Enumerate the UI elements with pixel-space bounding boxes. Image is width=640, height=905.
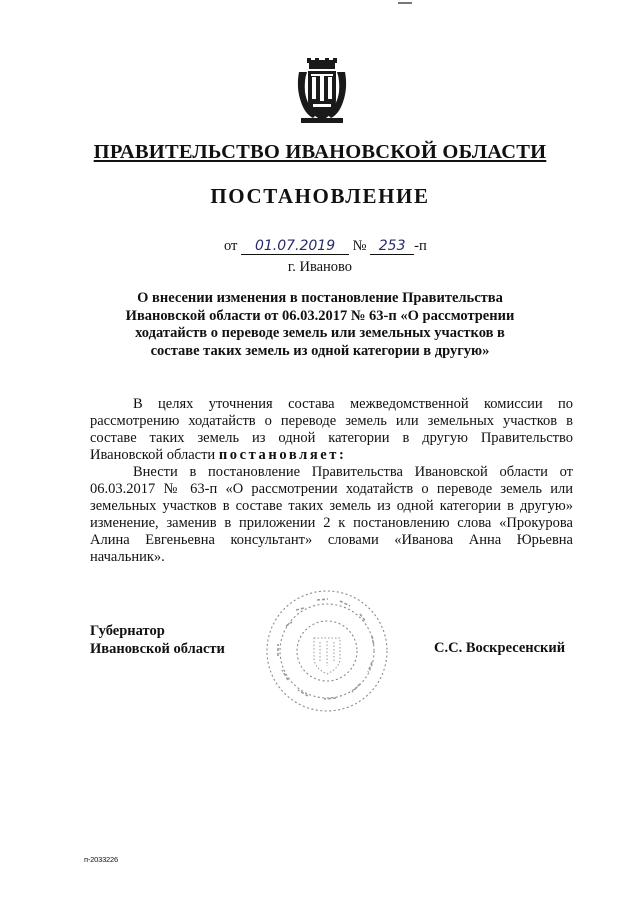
signatory-title-line-1: Губернатор <box>90 623 165 639</box>
ivanovo-coat-of-arms-icon <box>295 58 349 126</box>
signatory-title <box>90 622 225 658</box>
resolves-word: постановляет: <box>218 447 347 463</box>
document-type-heading: ПОСТАНОВЛЕНИЕ <box>210 184 430 208</box>
handwritten-date: 01.07.2019 <box>241 238 349 255</box>
signatory-name: С.С. Воскресенский <box>434 640 566 656</box>
handwritten-number: 253 <box>370 238 414 255</box>
official-seal-icon <box>262 586 392 716</box>
number-sign: № <box>352 238 367 254</box>
scan-artifact-mark <box>398 2 412 4</box>
date-number-line <box>224 238 427 255</box>
city-line: г. Иваново <box>287 259 353 275</box>
preamble-text: В целях уточнения состава межведомственной комиссии по рассмотрению ходатайств о переводе земель или земельных участков в составе таких земель из одной категории в другую Правительство Ивановской области <box>90 396 573 463</box>
government-title: ПРАВИТЕЛЬСТВО ИВАНОВСКОЙ ОБЛАСТИ <box>93 141 547 163</box>
body-paragraph-decision: Внести в постановление Правительства Ивановской области от 06.03.2017 № 63-п «О рассмотрении ходатайств о переводе земель или земельных участков в составе таких земель из одной категории в другую» изменение, заменив в приложении 2 к постановлению слова «Прокурова Алина Евгеньевна консультант» словами «Иванова Анна Юрьевна начальник». <box>90 464 573 565</box>
signatory-title-line-2: Ивановской области <box>90 641 225 657</box>
body-paragraph-preamble <box>90 396 573 464</box>
document-body <box>90 396 573 566</box>
document-code: п-2033226 <box>84 855 118 864</box>
document-subject: О внесении изменения в постановление Правительства Ивановской области от 06.03.2017 № 63-п «О рассмотрении ходатайств о переводе земель или земельных участков в составе таких земель из одной категории в другую» <box>125 290 515 360</box>
date-prefix: от <box>224 238 238 254</box>
number-suffix: -п <box>414 238 427 254</box>
